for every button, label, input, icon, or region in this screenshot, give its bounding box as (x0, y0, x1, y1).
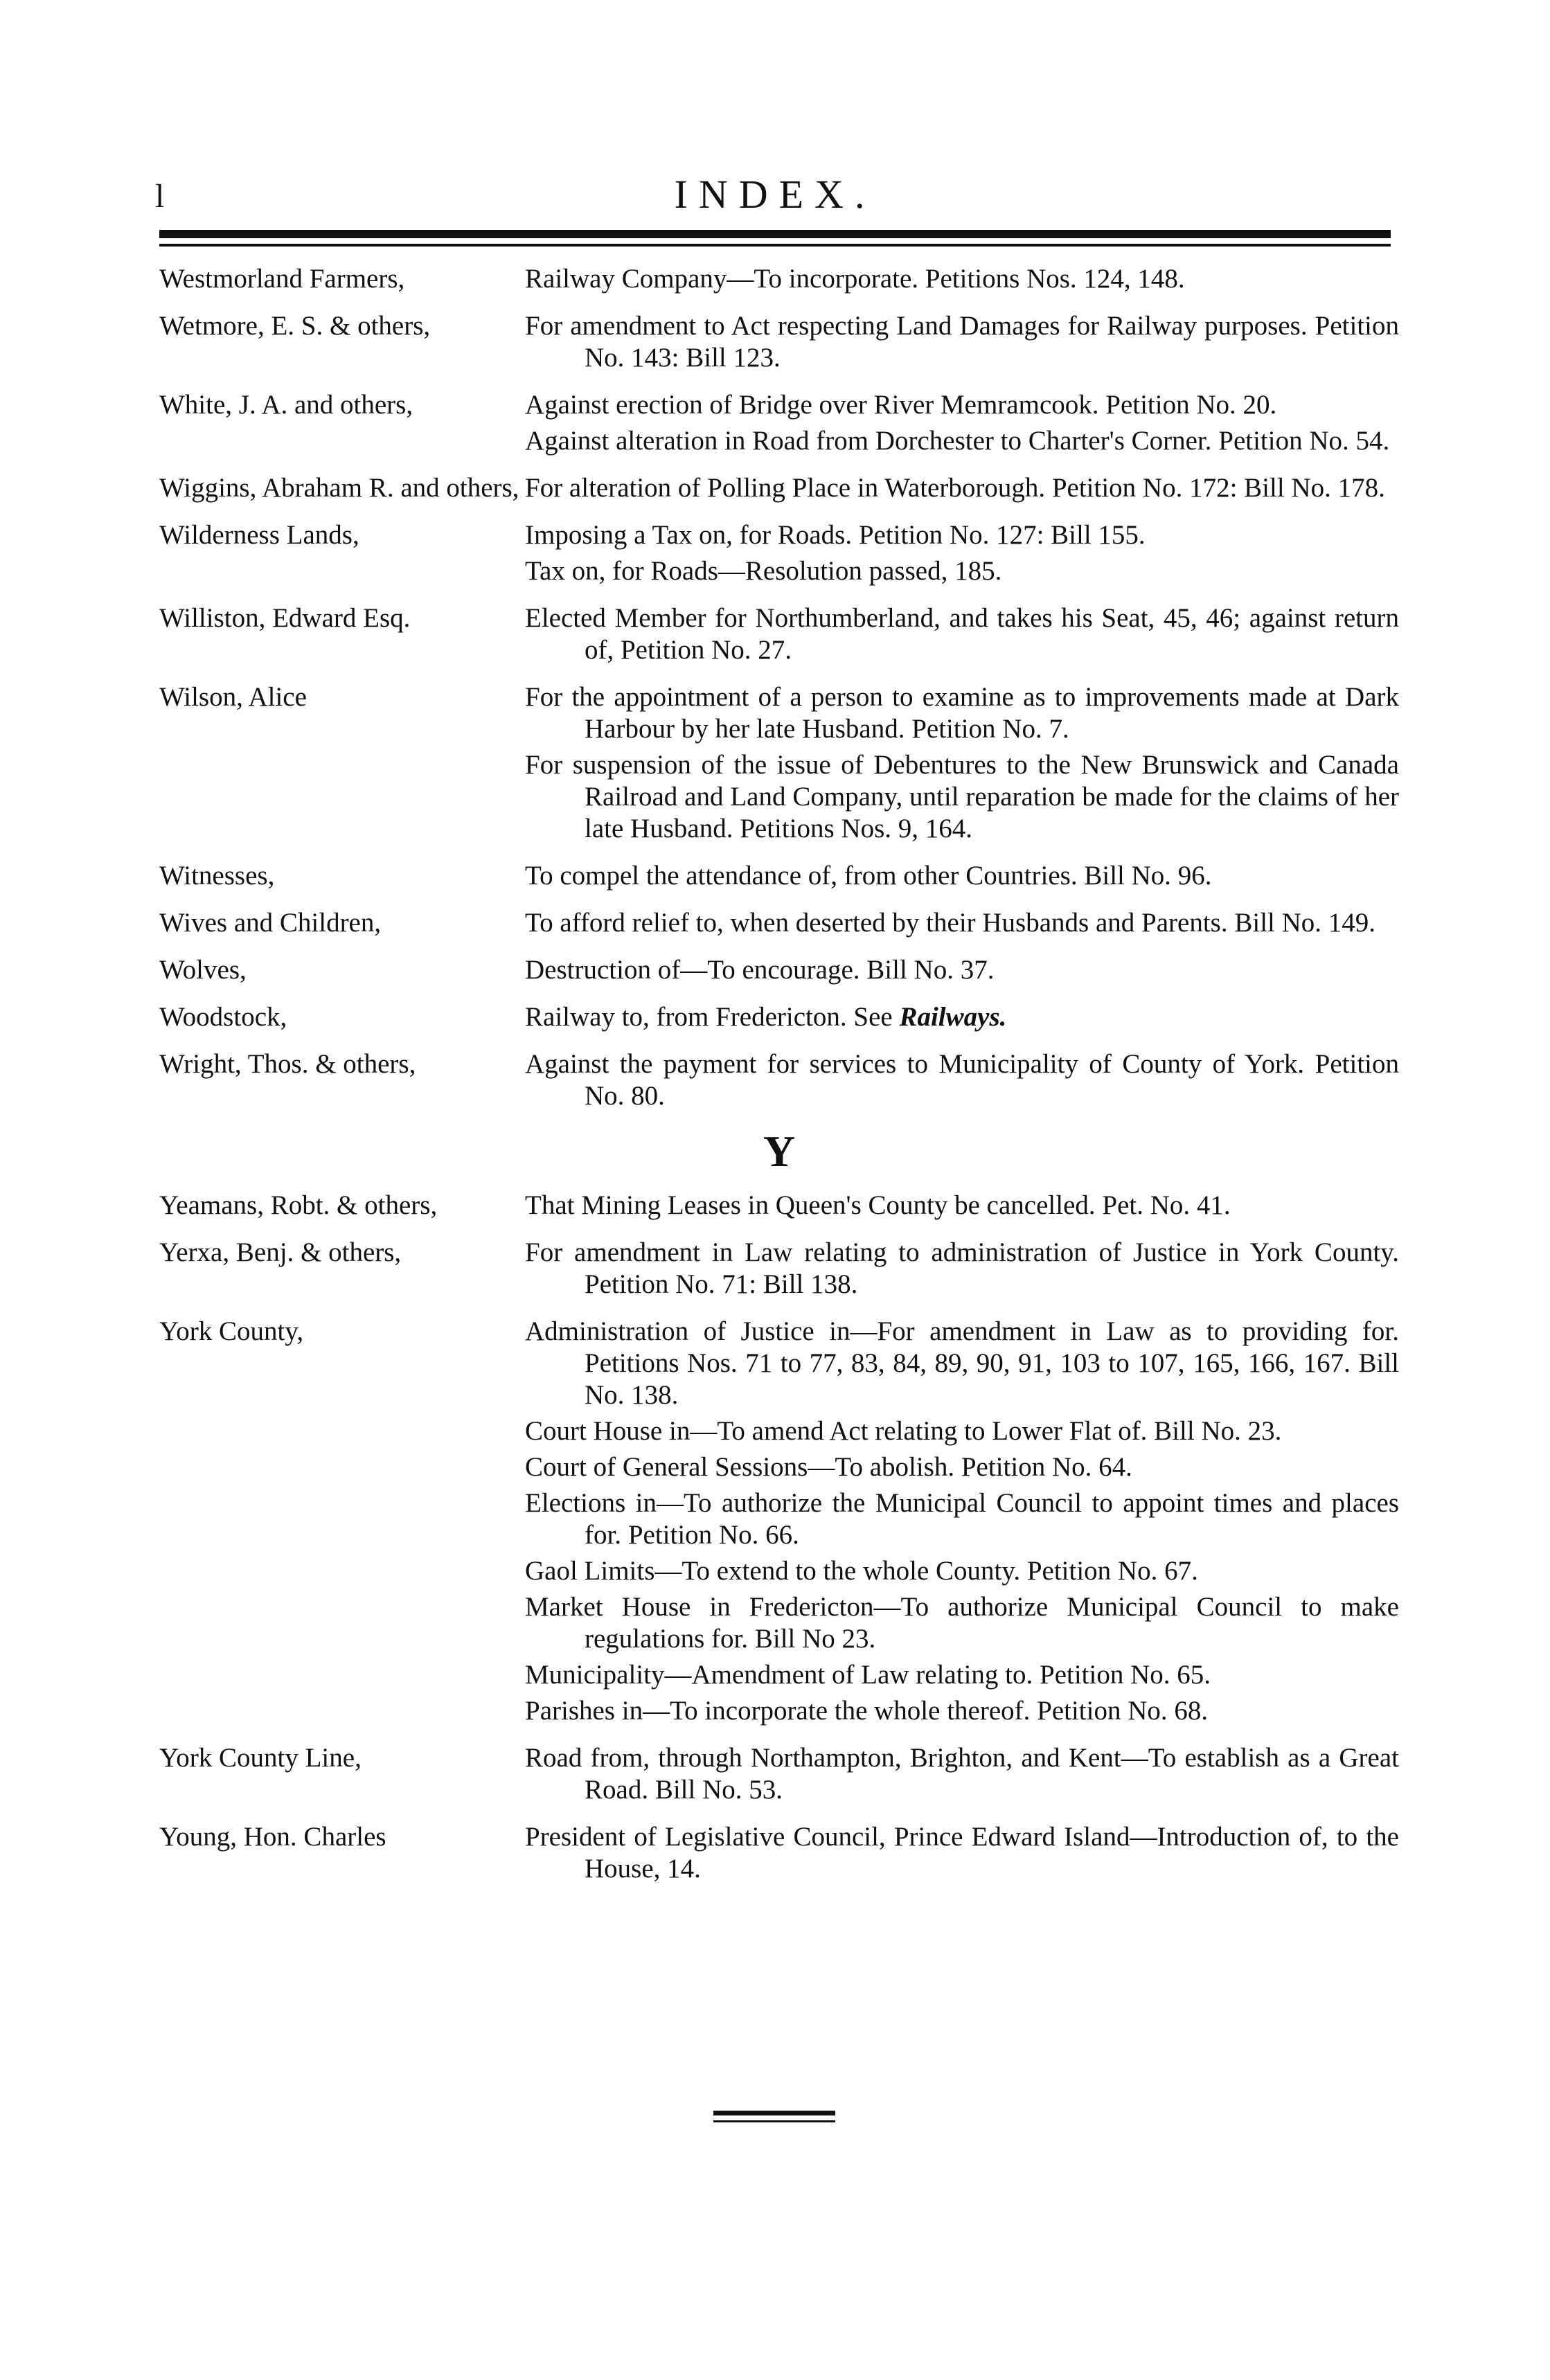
entry-definition: Municipality—Amendment of Law relating to. Petition No. 65. (525, 1660, 1211, 1690)
entry-term: Yeamans, Robt. & others, (159, 1190, 438, 1220)
entry-definition: Administration of Justice in—For amendment in Law as to providing for. Petitions Nos. 71 to 77, 83, 84, 89, 90, 91, 103 to 107, 165, 166, 167. Bill No. 138. (525, 1316, 1399, 1410)
entry-definition: Elected Member for Northumberland, and takes his Seat, 45, 46; against return of, Petition No. 27. (525, 603, 1399, 665)
index-entry (159, 519, 1399, 591)
entry-term: York County Line, (159, 1743, 362, 1773)
entry-term: Wolves, (159, 955, 247, 985)
entry-definition: For suspension of the issue of Debentures to the New Brunswick and Canada Railroad and Land Company, until reparation be made for the claims of her late Husband. Petitions Nos. 9, 164. (525, 750, 1399, 843)
entry-term: Wives and Children, (159, 908, 382, 938)
index-entry (159, 681, 1399, 849)
entry-definition: To compel the attendance of, from other Countries. Bill No. 96. (525, 861, 1212, 891)
entry-definition: That Mining Leases in Queen's County be cancelled. Pet. No. 41. (525, 1190, 1231, 1220)
index-entries (159, 263, 1399, 1900)
entry-definition: Railway Company—To incorporate. Petitions Nos. 124, 148. (525, 264, 1185, 294)
entry-definition: Parishes in—To incorporate the whole thereof. Petition No. 68. (525, 1696, 1209, 1726)
index-entry (159, 602, 1399, 670)
end-rule-thin (713, 2120, 835, 2122)
header-rule-thin (159, 244, 1391, 247)
page-title: INDEX. (674, 172, 876, 217)
index-entry (159, 1742, 1399, 1810)
entry-definition: Against alteration in Road from Dorchester to Charter's Corner. Petition No. 54. (525, 426, 1390, 456)
entry-definition: Against erection of Bridge over River Memramcook. Petition No. 20. (525, 390, 1277, 420)
entry-term: Wiggins, Abraham R. and others, (159, 473, 519, 503)
index-entry (159, 1821, 1399, 1889)
entry-term: Yerxa, Benj. & others, (159, 1237, 402, 1267)
entry-term: Witnesses, (159, 861, 275, 891)
index-entry (159, 1316, 1399, 1731)
entry-term: Woodstock, (159, 1002, 287, 1032)
entry-definition: For amendment to Act respecting Land Damages for Railway purposes. Petition No. 143: Bill 123. (525, 311, 1399, 373)
index-entry (159, 954, 1399, 990)
entry-definition: President of Legislative Council, Prince Edward Island—Introduction of, to the House, 14. (525, 1822, 1399, 1884)
entry-definition: Gaol Limits—To extend to the whole County. Petition No. 67. (525, 1556, 1198, 1586)
entry-definition: Market House in Fredericton—To authorize Municipal Council to make regulations for. Bill No 23. (525, 1592, 1399, 1654)
index-entry (159, 310, 1399, 378)
see-reference: Railways. (899, 1002, 1007, 1032)
entry-definition: Against the payment for services to Municipality of County of York. Petition No. 80. (525, 1049, 1399, 1111)
entry-definition: For the appointment of a person to examine as to improvements made at Dark Harbour by her late Husband. Petition No. 7. (525, 682, 1399, 744)
page-number: l (155, 178, 165, 215)
index-entry (159, 860, 1399, 896)
entry-definition-text: Railway to, from Fredericton. See (525, 1002, 900, 1032)
entry-term: Wilderness Lands, (159, 520, 359, 550)
entry-definition: Imposing a Tax on, for Roads. Petition No. 127: Bill 155. (525, 520, 1146, 550)
entry-term: White, J. A. and others, (159, 390, 413, 420)
entry-term: Westmorland Farmers, (159, 264, 405, 294)
entry-definition: Destruction of—To encourage. Bill No. 37. (525, 955, 995, 985)
entry-term: York County, (159, 1316, 304, 1346)
end-rule-thick (713, 2111, 835, 2115)
entry-definition: Court House in—To amend Act relating to Lower Flat of. Bill No. 23. (525, 1416, 1282, 1446)
entry-definition: Tax on, for Roads—Resolution passed, 185. (525, 556, 1002, 586)
entry-definition (525, 1001, 1399, 1033)
entry-term: Williston, Edward Esq. (159, 603, 411, 633)
index-entry (159, 907, 1399, 943)
header-rule-thick (159, 230, 1391, 238)
entry-definition: To afford relief to, when deserted by their Husbands and Parents. Bill No. 149. (525, 908, 1376, 938)
entry-definition: Road from, through Northampton, Brighton, and Kent—To establish as a Great Road. Bill No. 53. (525, 1743, 1399, 1805)
entry-definition: For alteration of Polling Place in Waterborough. Petition No. 172: Bill No. 178. (525, 473, 1385, 503)
entry-definition: Court of General Sessions—To abolish. Petition No. 64. (525, 1452, 1132, 1482)
index-entry (159, 1048, 1399, 1116)
entry-term: Young, Hon. Charles (159, 1822, 386, 1852)
section-letter: Y (763, 1127, 796, 1176)
index-entry (159, 263, 1399, 299)
index-entry (159, 1001, 1399, 1037)
entry-term: Wetmore, E. S. & others, (159, 311, 431, 341)
entry-term: Wilson, Alice (159, 682, 307, 712)
entry-definition: For amendment in Law relating to administration of Justice in York County. Petition No. 71: Bill 138. (525, 1237, 1399, 1299)
index-entry (159, 1190, 1399, 1226)
index-entry (159, 1237, 1399, 1305)
index-entry (159, 472, 1399, 508)
index-entry (159, 389, 1399, 461)
entry-term: Wright, Thos. & others, (159, 1049, 416, 1079)
entry-definition: Elections in—To authorize the Municipal Council to appoint times and places for. Petition No. 66. (525, 1488, 1399, 1550)
